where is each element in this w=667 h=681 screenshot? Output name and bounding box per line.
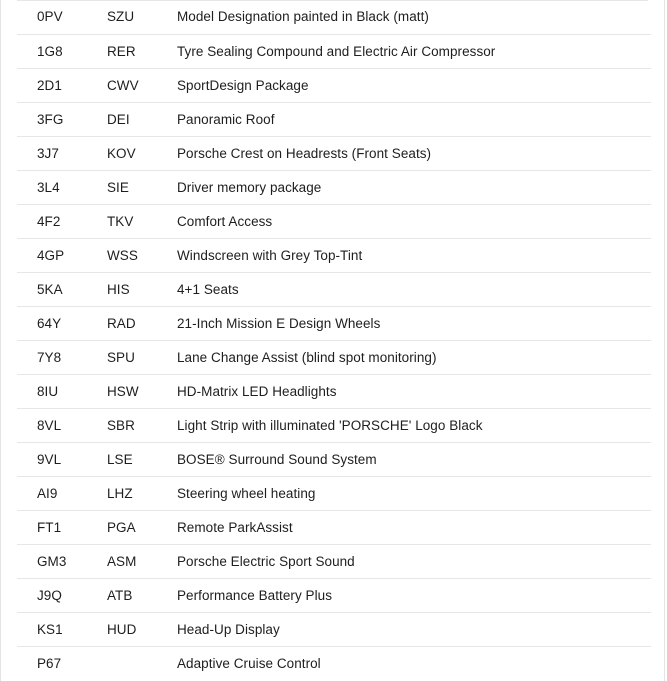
table-row (17, 69, 651, 103)
option-alt-code: HSW (107, 384, 139, 399)
table-row (17, 205, 651, 239)
option-code: 64Y (37, 316, 62, 331)
option-alt-code: TKV (107, 214, 134, 229)
option-description: Performance Battery Plus (177, 588, 333, 603)
option-description: Remote ParkAssist (177, 520, 293, 535)
option-code: 3FG (37, 112, 64, 127)
option-alt-code: KOV (107, 146, 136, 161)
option-description: Light Strip with illuminated 'PORSCHE' Logo Black (177, 418, 483, 433)
options-table (17, 1, 651, 680)
option-description: HD-Matrix LED Headlights (177, 384, 337, 399)
table-row (17, 137, 651, 171)
option-alt-code: LSE (107, 452, 133, 467)
table-row (17, 579, 651, 613)
option-code: 4F2 (37, 214, 61, 229)
option-alt-code: SIE (107, 180, 129, 195)
option-description: Lane Change Assist (blind spot monitoring) (177, 350, 437, 365)
option-code: 7Y8 (37, 350, 62, 365)
table-row (17, 239, 651, 273)
option-alt-code: SZU (107, 9, 135, 24)
option-alt-code: HIS (107, 282, 130, 297)
option-description: Model Designation painted in Black (matt) (177, 9, 429, 24)
option-code: P67 (37, 656, 62, 671)
table-row (17, 1, 651, 35)
option-code: KS1 (37, 622, 63, 637)
option-alt-code: ASM (107, 554, 137, 569)
table-row (17, 613, 651, 647)
table-row (17, 511, 651, 545)
option-description: Porsche Crest on Headrests (Front Seats) (177, 146, 432, 161)
option-code: 1G8 (37, 44, 63, 59)
option-alt-code: SPU (107, 350, 135, 365)
option-alt-code: RAD (107, 316, 136, 331)
option-code: 0PV (37, 9, 63, 24)
option-alt-code: WSS (107, 248, 138, 263)
option-description: BOSE® Surround Sound System (177, 452, 377, 467)
option-code: 5KA (37, 282, 63, 297)
option-alt-code: CWV (107, 78, 139, 93)
option-description: Windscreen with Grey Top-Tint (177, 248, 363, 263)
table-row (17, 477, 651, 511)
option-description: Steering wheel heating (177, 486, 316, 501)
option-description: Porsche Electric Sport Sound (177, 554, 355, 569)
table-row (17, 341, 651, 375)
table-row (17, 409, 651, 443)
option-alt-code: HUD (107, 622, 137, 637)
option-alt-code: LHZ (107, 486, 133, 501)
option-alt-code: ATB (107, 588, 133, 603)
option-alt-code: RER (107, 44, 136, 59)
option-description: Head-Up Display (177, 622, 280, 637)
option-alt-code: PGA (107, 520, 136, 535)
option-description: 21-Inch Mission E Design Wheels (177, 316, 381, 331)
option-description: Tyre Sealing Compound and Electric Air Compressor (177, 44, 496, 59)
option-description: Comfort Access (177, 214, 273, 229)
option-description: Panoramic Roof (177, 112, 275, 127)
option-description: Driver memory package (177, 180, 322, 195)
table-row (17, 545, 651, 579)
table-row (17, 35, 651, 69)
table-row (17, 273, 651, 307)
option-alt-code: DEI (107, 112, 130, 127)
option-code: AI9 (37, 486, 58, 501)
option-alt-code: SBR (107, 418, 135, 433)
table-row (17, 443, 651, 477)
option-code: GM3 (37, 554, 67, 569)
option-code: FT1 (37, 520, 62, 535)
option-code: 8VL (37, 418, 62, 433)
table-row (17, 647, 651, 680)
option-code: J9Q (37, 588, 62, 603)
table-row (17, 307, 651, 341)
table-row (17, 171, 651, 205)
option-code: 8IU (37, 384, 59, 399)
option-description: 4+1 Seats (177, 282, 239, 297)
option-description: Adaptive Cruise Control (177, 656, 321, 671)
option-code: 9VL (37, 452, 62, 467)
option-code: 3L4 (37, 180, 60, 195)
table-row (17, 103, 651, 137)
option-description: SportDesign Package (177, 78, 309, 93)
table-row (17, 375, 651, 409)
option-code: 4GP (37, 248, 65, 263)
option-code: 2D1 (37, 78, 62, 93)
option-code: 3J7 (37, 146, 59, 161)
